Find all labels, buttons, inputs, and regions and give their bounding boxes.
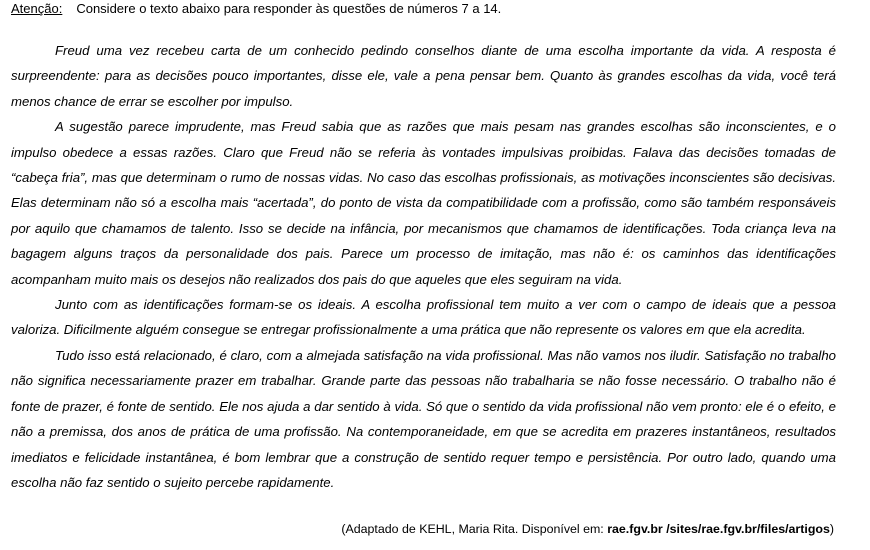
citation-path: /sites/rae.fgv.br/files/artigos [662, 522, 830, 536]
paragraph-1: Freud uma vez recebeu carta de um conhecido pedindo conselhos diante de uma escolha importante da vida. A resposta é surpreendente: para as decisões pouco importantes, disse ele, vale a pena pensar bem. Quanto às grandes escolhas da vida, você terá menos chance de errar se escolher por impulso. [11, 43, 836, 109]
citation-suffix: ) [829, 522, 834, 536]
citation-domain: rae.fgv.br [607, 522, 663, 536]
paragraph-3: Junto com as identificações formam-se os ideais. A escolha profissional tem muito a ver com o campo de ideais que a pessoa valoriza. Dificilmente alguém consegue se entregar profissionalmente a uma prática que não represente os valores em que ela acredita. [11, 297, 836, 338]
attention-label: Atenção: [11, 1, 63, 16]
paragraph-2: A sugestão parece imprudente, mas Freud sabia que as razões que mais pesam nas grandes escolhas são inconscientes, e o impulso obedece a essas razões. Claro que Freud não se referia às vontades impulsivas proibidas. Falava das decisões tomadas de “cabeça fria”, mas que determinam o rumo de nossas vidas. No caso das escolhas profissionais, as motivações inconscientes são decisivas. Elas determinam não só a escolha mais “acertada”, do ponto de vista da compatibilidade com a profissão, como são também responsáveis por aquilo que chamamos de talento. Isso se decide na infância, por mecanismos que chamamos de identificações. Toda criança leva na bagagem alguns traços da personalidade dos pais. Parece um processo de imitação, mas não é: os caminhos das identificações acompanham muito mais os desejos não realizados dos pais do que aqueles que eles seguiram na vida. [11, 119, 836, 287]
instruction-header [11, 1, 501, 17]
reading-passage [11, 38, 836, 495]
citation-prefix: (Adaptado de KEHL, Maria Rita. Disponível em: [341, 522, 608, 536]
instruction-text: Considere o texto abaixo para responder às questões de números 7 a 14. [76, 1, 502, 16]
paragraph-4: Tudo isso está relacionado, é claro, com a almejada satisfação na vida profissional. Mas não vamos nos iludir. Satisfação no trabalho não significa necessariamente prazer em trabalhar. Grande parte das pessoas não trabalharia se não fosse necessário. O trabalho não é fonte de prazer, é fonte de sentido. Ele nos ajuda a dar sentido à vida. Só que o sentido da vida profissional não vem pronto: ele é o efeito, e não a premissa, dos anos de prática de uma profissão. Na contemporaneidade, em que se acredita em prazeres instantâneos, resultados imediatos e felicidade instantânea, é bom lembrar que a construção de sentido requer tempo e persistência. Por outro lado, quando uma escolha não faz sentido o sujeito percebe rapidamente. [11, 347, 836, 490]
source-citation [341, 521, 834, 537]
